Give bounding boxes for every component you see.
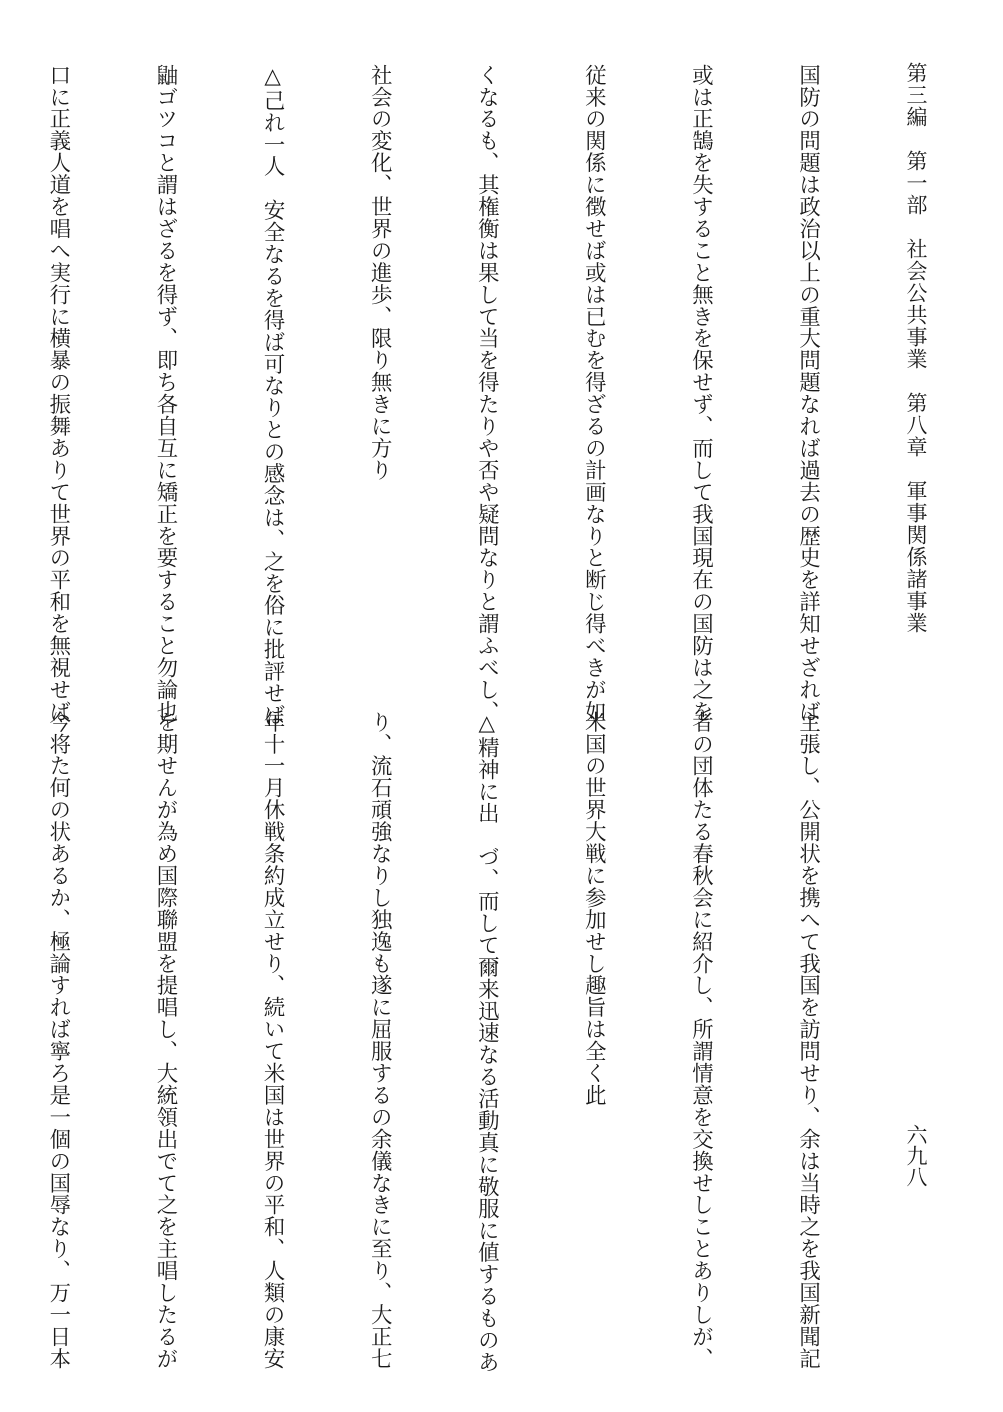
text-line: り、流石頑強なりし独逸も遂に屈服するの余儀なきに至り、大正七 <box>367 711 393 1370</box>
upper-text-block <box>45 64 897 766</box>
text-line: 米国の世界大戦に参加せし趣旨は全く此 <box>581 711 607 1107</box>
text-line: 鼬ゴツコと謂はざるを得ず、即ち各自互に矯正を要すること勿論也 <box>152 64 178 723</box>
text-line: 或は正鵠を失すること無きを保せず、而して我国現在の国防は之を <box>688 64 714 723</box>
text-line: 年十一月休戦条約成立せり、続いて米国は世界の平和、人類の康安 <box>260 711 286 1370</box>
text-line: 口に正義人道を唱へ実行に横暴の振舞ありて世界の平和を無視せば <box>45 64 71 723</box>
text-line: 者の団体たる春秋会に紹介し、所謂情意を交換せしことありしが、 <box>688 711 714 1370</box>
running-head: 第三編 第一部 社会公共事業 第八章 軍事関係諸事業 <box>904 62 928 634</box>
text-line: を期せんが為め国際聯盟を提唱し、大統領出でて之を主唱したるが <box>152 711 178 1370</box>
text-line: 従来の関係に徴せば或は已むを得ざるの計画なりと断じ得べきが如 <box>581 64 607 723</box>
text-line: 今将た何の状あるか、極論すれば寧ろ是一個の国辱なり、万一日本 <box>45 711 71 1370</box>
text-line: △精神に出 づ、而して爾来迅速なる活動真に敬服に値するものあ <box>474 711 500 1374</box>
lower-text-block <box>45 711 897 1374</box>
text-line: くなるも、其権衡は果して当を得たりや否や疑問なりと謂ふべし、 <box>474 64 500 723</box>
text-line: 主張し、公開状を携へて我国を訪問せり、余は当時之を我国新聞記 <box>795 711 821 1370</box>
text-line: 国防の問題は政治以上の重大問題なれば過去の歴史を詳知せざれば <box>795 64 821 723</box>
text-line: 社会の変化、世界の進歩、限り無きに方り <box>367 64 393 482</box>
text-line: △己れ一人 安全なるを得ば可なりとの感念は、之を俗に批評せば <box>260 64 286 727</box>
page-number: 六九八 <box>904 1124 928 1187</box>
